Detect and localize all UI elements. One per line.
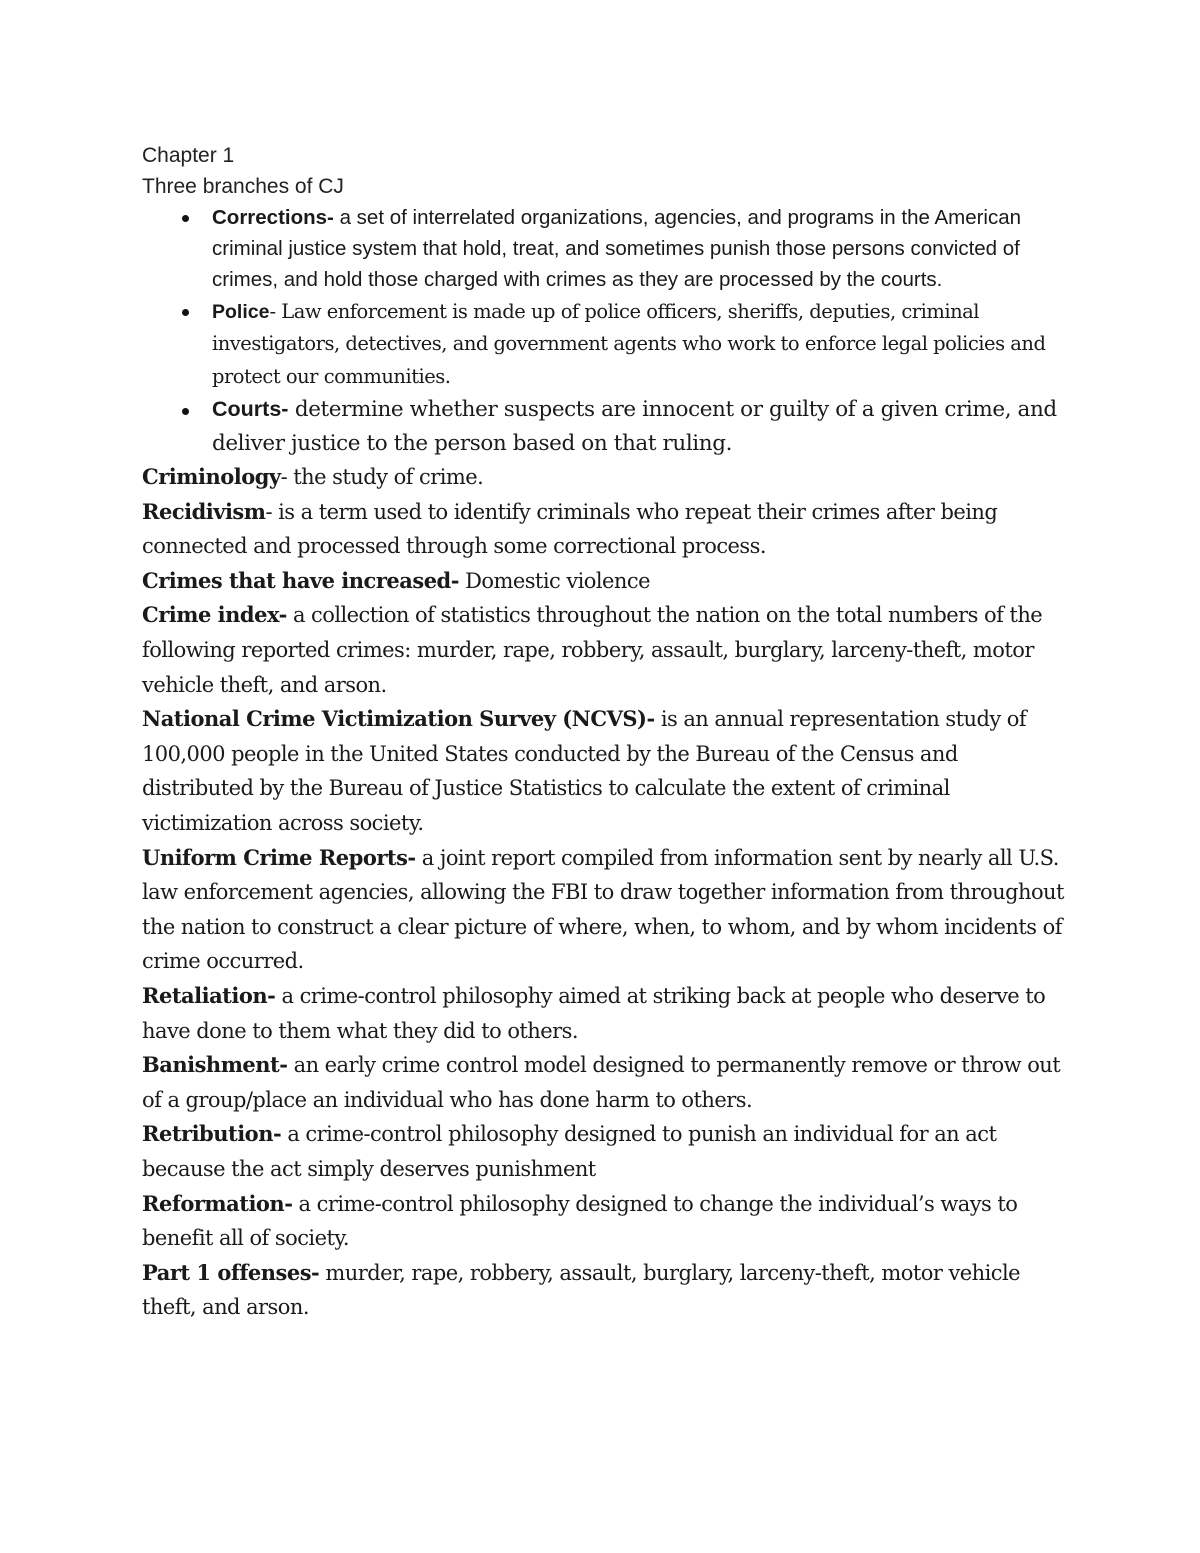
branch-definition: - Law enforcement is made up of police officers, sheriffs, deputies, criminal investigators, detectives, and government agents who work to enforce legal policies and protect our communities. xyxy=(212,299,1046,388)
branches-list xyxy=(142,202,1072,460)
bullet-icon xyxy=(182,215,189,222)
definition-ucr xyxy=(142,841,1072,979)
definition-text: - is a term used to identify criminals who repeat their crimes after being connected and processed through some correctional process. xyxy=(142,499,998,559)
branch-term: Police xyxy=(212,300,270,323)
definition-term: Crimes that have increased- xyxy=(142,567,459,593)
definition-reformation xyxy=(142,1187,1072,1256)
definition-crime-index xyxy=(142,598,1072,702)
definition-part1-offenses xyxy=(142,1256,1072,1325)
branch-item-police xyxy=(142,296,1072,394)
branch-term: Courts- xyxy=(212,397,289,422)
definition-term: Part 1 offenses- xyxy=(142,1259,320,1285)
definition-text: a crime-control philosophy designed to punish an individual for an act because the act simply deserves punishment xyxy=(142,1122,997,1181)
definition-text: a joint report compiled from information sent by nearly all U.S. law enforcement agencies, allowing the FBI to draw together information from throughout the nation to construct a clear picture of where, when, to whom, and by whom incidents of crime occurred. xyxy=(142,845,1064,974)
definition-text: a crime-control philosophy designed to change the individual’s ways to benefit all of society. xyxy=(142,1191,1018,1251)
bullet-icon xyxy=(182,408,189,415)
definition-term: Crime index- xyxy=(142,602,287,628)
definition-term: Reformation- xyxy=(142,1190,293,1216)
section-subtitle: Three branches of CJ xyxy=(142,175,344,198)
definitions-list xyxy=(142,460,1072,1325)
definition-term: Criminology xyxy=(142,464,281,490)
bullet-icon xyxy=(182,309,189,316)
definition-text: is an annual representation study of 100,000 people in the United States conducted by the Bureau of the Census and distributed by the Bureau of Justice Statistics to calculate the extent of criminal victimization across society. xyxy=(142,707,1027,836)
branch-item-corrections xyxy=(142,202,1072,296)
definition-crimes-increased xyxy=(142,564,1072,599)
definition-term: Retaliation- xyxy=(142,983,276,1009)
definition-term: National Crime Victimization Survey (NCVS)- xyxy=(142,706,655,732)
definition-term: Recidivism xyxy=(142,498,266,524)
definition-term: Uniform Crime Reports- xyxy=(142,844,416,870)
definition-term: Banishment- xyxy=(142,1052,288,1078)
definition-banishment xyxy=(142,1048,1072,1117)
definition-retribution xyxy=(142,1117,1072,1186)
definition-criminology xyxy=(142,460,1072,495)
branch-term: Corrections- xyxy=(212,206,334,229)
definition-term: Retribution- xyxy=(142,1121,282,1147)
definition-retaliation xyxy=(142,979,1072,1048)
definition-recidivism xyxy=(142,495,1072,564)
definition-text: an early crime control model designed to permanently remove or throw out of a group/place an individual who has done harm to others. xyxy=(142,1053,1061,1112)
document-page xyxy=(142,140,1072,1325)
branch-item-courts xyxy=(142,393,1072,460)
definition-text: a crime-control philosophy aimed at striking back at people who deserve to have done to them what they did to others. xyxy=(142,984,1046,1043)
definition-text: a collection of statistics throughout the nation on the total numbers of the following reported crimes: murder, rape, robbery, assault, burglary, larceny-theft, motor vehicle theft, and arson. xyxy=(142,603,1043,697)
definition-text: murder, rape, robbery, assault, burglary, larceny-theft, motor vehicle theft, and arson. xyxy=(142,1260,1021,1320)
branch-definition: a set of interrelated organizations, agencies, and programs in the American criminal justice system that hold, treat, and sometimes punish those persons convicted of crimes, and hold those charged with crimes as they are processed by the courts. xyxy=(212,206,1022,292)
definition-text: Domestic violence xyxy=(458,568,650,593)
chapter-heading: Chapter 1 xyxy=(142,144,235,167)
definition-text: - the study of crime. xyxy=(280,465,484,490)
branch-definition: determine whether suspects are innocent or guilty of a given crime, and deliver justice to the person based on that ruling. xyxy=(212,397,1057,456)
definition-ncvs xyxy=(142,702,1072,840)
